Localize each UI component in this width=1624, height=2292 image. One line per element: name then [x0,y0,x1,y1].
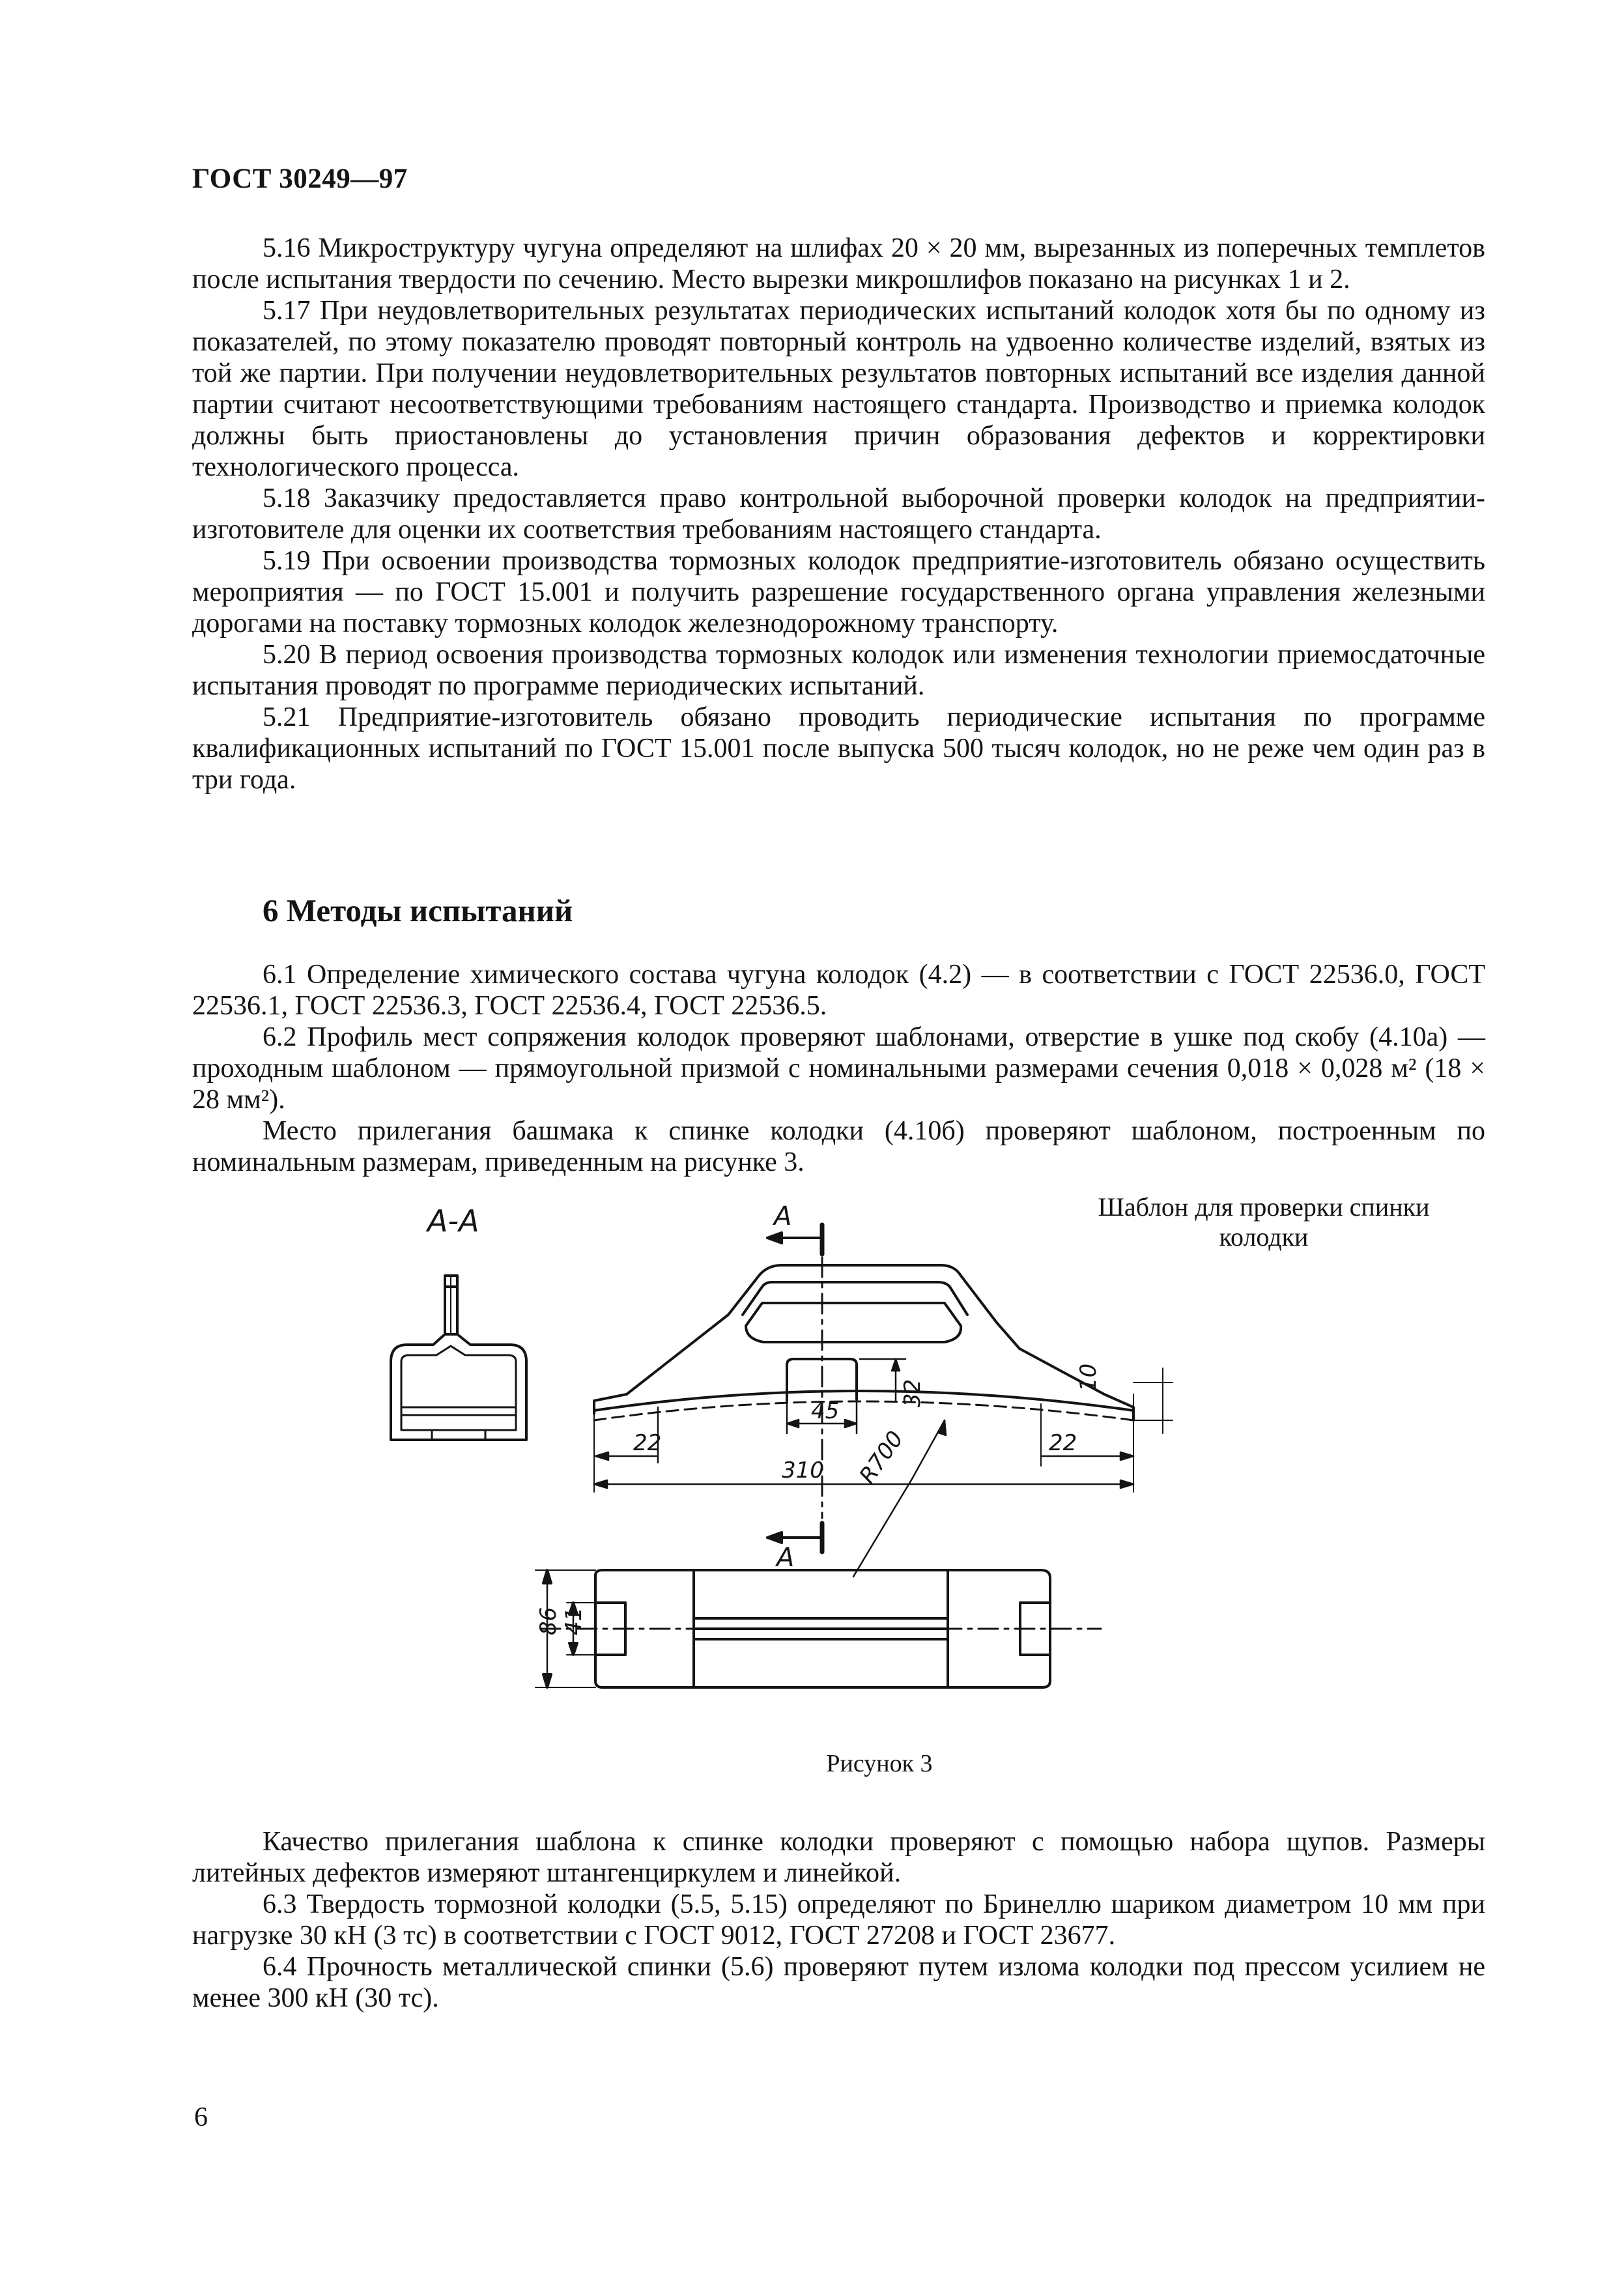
clause-6-1: 6.1 Определение химического состава чугуна колодок (4.2) — в соответствии с ГОСТ 22536.0, ГОСТ 22536.1, ГОСТ 22536.3, ГОСТ 22536.4, ГОСТ 22536.5. [192,960,1485,1021]
figure-label: Рисунок 3 [826,1750,933,1777]
dim-45: 45 [811,1398,840,1424]
clause-5-17: 5.17 При неудовлетворительных результатах периодических испытаний колодок хотя бы по одному из показателей, по этому показателю проводят повторный контроль на удвоенно количестве изделий, взятых из той же партии. При получении неудовлетворительных результатов повторных испытаний все изделия данной партии считают несоответствующими требованиям настоящего стандарта. Производство и приемка колодок должны быть приостановлены до установления причин образования дефектов и корректировки технологического процесса. [192,296,1485,482]
clause-5-19: 5.19 При освоении производства тормозных колодок предприятие-изготовитель обязано осуществить мероприятия — по ГОСТ 15.001 и получить разрешение государственного органа управления железными дорогами на поставку тормозных колодок железнодорожному транспорту. [192,546,1485,638]
document-header: ГОСТ 30249—97 [192,164,408,194]
clause-5-21: 5.21 Предприятие-изготовитель обязано проводить периодические испытания по программе квалификационных испытаний по ГОСТ 15.001 после выпуска 500 тысяч колодок, но не реже чем один раз в три года. [192,702,1485,795]
cut-mark-bottom: А [776,1543,795,1573]
dim-310: 310 [782,1457,824,1483]
section-label: А-А [427,1203,479,1239]
clause-fitting-quality: Качество прилегания шаблона к спинке колодки проверяют с помощью набора щупов. Размеры литейных дефектов измеряют штангенциркулем и линейкой. [192,1827,1485,1888]
clause-6-2-continued: Место прилегания башмака к спинке колодки (4.10б) проверяют шаблоном, построенным по номинальным размерам, приведенным на рисунке 3. [192,1116,1485,1177]
figure-caption: Шаблон для проверки спинки колодки [1098,1192,1430,1252]
clause-6-2: 6.2 Профиль мест сопряжения колодок проверяют шаблонами, отверстие в ушке под скобу (4.10а) — проходным шаблоном — прямоугольной призмой с номинальными размерами сечения 0,018 × 0,028 м² (18 × 28 мм²). [192,1022,1485,1115]
section-title: 6 Методы испытаний [263,893,573,928]
dim-32: 32 [900,1379,926,1407]
template-top-view [535,1570,1101,1687]
dim-10: 10 [1076,1363,1102,1392]
cut-markers [767,1201,822,1573]
clause-5-20: 5.20 В период освоения производства тормозных колодок или изменения технологии приемосдаточные испытания проводят по программе периодических испытаний. [192,640,1485,701]
clause-6-4: 6.4 Прочность металлической спинки (5.6) проверяют путем излома колодки под прессом усилием не менее 300 кН (30 тс). [192,1952,1485,2013]
dim-86: 86 [535,1607,562,1635]
dim-22-right: 22 [1049,1430,1077,1456]
clause-5-18: 5.18 Заказчику предоставляется право контрольной выборочной проверки колодок на предприятии-изготовителе для оценки их соответствия требованиям настоящего стандарта. [192,483,1485,545]
section-a-a-view [391,1203,526,1440]
page-number: 6 [194,2102,208,2132]
clauses-block-after [192,1826,1485,2014]
clause-5-16: 5.16 Микроструктуру чугуна определяют на шлифах 20 × 20 мм, вырезанных из поперечных темплетов после испытания твердости по сечению. Место вырезки микрошлифов показано на рисунках 1 и 2. [192,233,1485,294]
dim-r700: R700 [854,1426,909,1489]
dim-22-left: 22 [633,1430,662,1456]
dim-41: 41 [561,1607,587,1635]
cut-mark-top: А [774,1201,792,1231]
clause-6-3: 6.3 Твердость тормозной колодки (5.5, 5.15) определяют по Бринеллю шариком диаметром 10 мм при нагрузке 30 кН (3 тс) в соответствии с ГОСТ 9012, ГОСТ 27208 и ГОСТ 23677. [192,1889,1485,1951]
